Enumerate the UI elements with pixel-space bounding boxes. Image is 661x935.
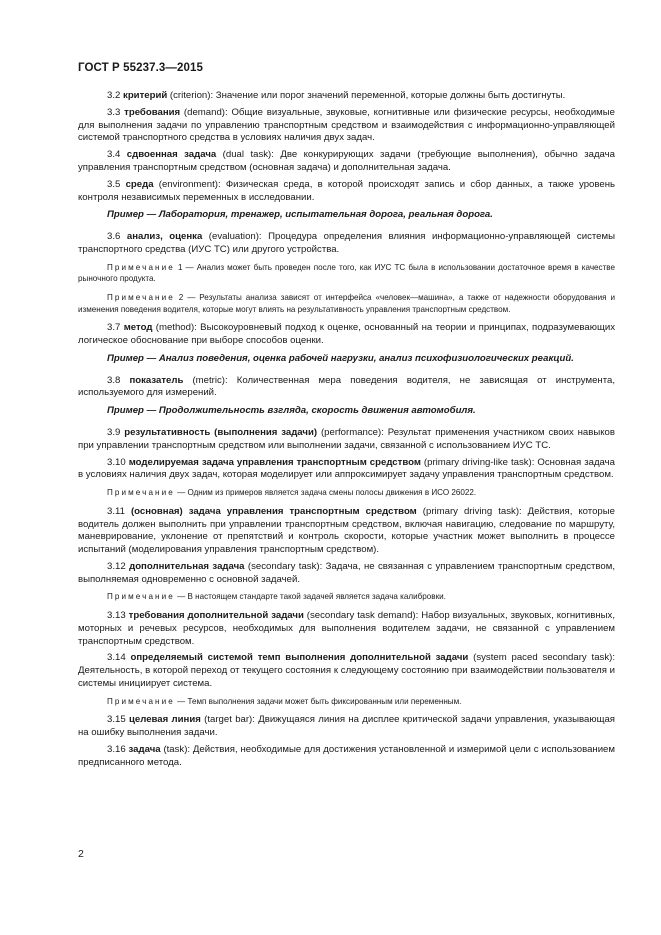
term-entry-3-8: 3.8 показатель (metric): Количественная мера поведения водителя, не зависящая от инструмента, используемого для измерений.	[78, 374, 615, 399]
term-entry-3-14: 3.14 определяемый системой темп выполнения дополнительной задачи (system paced secondary task): Деятельность, в которой переход от текущего состояния к следующему состоянию при взаимодействии пользователя и системы инициирует система.	[78, 652, 615, 690]
note-3-10: Примечание — Одним из примеров является задача смены полосы движения в ИСО 26022.	[107, 488, 477, 498]
example-3-5: Пример — Лаборатория, тренажер, испытательная дорога, реальная дорога.	[107, 209, 493, 221]
term-entry-3-16: 3.16 задача (task): Действия, необходимые для достижения установленной и измеримой цели с использованием предписанного метода.	[78, 744, 615, 768]
term-entry-3-11: 3.11 (основная) задача управления транспортным средством (primary driving task): Действия, которые водитель должен выполнить при управлении транспортным средством, включая навигацию, следование по маршруту, маневрирование, уклонение от препятствий и контроль скорости, которые участник может выполнить в процессе испытаний (моделирования управления транспортным средством).	[78, 505, 615, 556]
term-entry-3-10: 3.10 моделируемая задача управления транспортным средством (primary driving-like task): Основная задача в условиях наличия двух задач, которая моделирует или аппроксимирует задачу управления транспортным средством.	[78, 456, 615, 481]
example-3-7: Пример — Анализ поведения, оценка рабочей нагрузки, анализ психофизиологических реакций.	[107, 352, 574, 364]
term-entry-3-12: 3.12 дополнительная задача (secondary task): Задача, не связанная с управлением транспортным средством, выполняемая одновременно с основной задачей.	[78, 560, 615, 585]
term-entry-3-3: 3.3 требования (demand): Общие визуальные, звуковые, когнитивные или физические ресурсы, необходимые для выполнения задачи по управлению транспортным средством и взаимодействия с информационно-управляющей системой транспортного средства в условиях наличия двух задач.	[78, 106, 616, 144]
term-entry-3-4: 3.4 сдвоенная задача (dual task): Две конкурирующих задачи (требующие выполнения), обычно задача управления транспортным средством (основная задача) и дополнительная задача.	[78, 149, 615, 173]
term-entry-3-2: 3.2 критерий (criterion): Значение или порог значений переменной, которые должны быть достигнуты.	[107, 90, 566, 101]
note-3-6-1: Примечание 1 — Анализ может быть проведен после того, как ИУС ТС была в использовании достаточное время в качестве рыночного продукта.	[78, 262, 616, 284]
example-3-8: Пример — Продолжительность взгляда, скорость движения автомобиля.	[107, 405, 476, 417]
term-entry-3-15: 3.15 целевая линия (target bar): Движущаяся линия на дисплее критической задачи управления, указывающая на ошибку выполнения задачи.	[78, 714, 615, 739]
document-body	[78, 90, 615, 775]
note-3-6-2: Примечание 2 — Результаты анализа зависят от интерфейса «человек—машина», а также от надежности оборудования и изменения поведения водителя, которые могут влиять на результативность управления транспортным средством.	[78, 292, 615, 314]
document-header: ГОСТ Р 55237.3—2015	[78, 62, 203, 74]
term-entry-3-5: 3.5 среда (environment): Физическая среда, в которой происходят запись и сбор данных, а также уровень контроля независимых переменных в исследовании.	[78, 178, 615, 203]
term-entry-3-13: 3.13 требования дополнительной задачи (secondary task demand): Набор визуальных, звуковых, когнитивных, моторных и речевых ресурсов, необходимых для выполнения водителем задачи, не связанной с управлением транспортным средством.	[78, 610, 615, 647]
term-entry-3-7: 3.7 метод (method): Высокоуровневый подход к оценке, основанный на теории и принципах, подразумевающих логическое обоснование при выборе способов оценки.	[78, 322, 615, 346]
note-3-14: Примечание — Темп выполнения задачи может быть фиксированным или переменным.	[107, 696, 462, 706]
note-3-12: Примечание — В настоящем стандарте такой задачей является задача калибровки.	[107, 592, 446, 602]
term-entry-3-6: 3.6 анализ, оценка (evaluation): Процедура определения влияния информационно-управляющей системы транспортного средства (ИУС ТС) или другого устройства.	[78, 231, 615, 255]
term-entry-3-9: 3.9 результативность (выполнения задачи) (performance): Результат применения участником своих навыков при управлении транспортным средством или выполнении задачи, связанной с использованием ИУС ТС.	[78, 426, 615, 451]
page-number: 2	[78, 848, 84, 860]
